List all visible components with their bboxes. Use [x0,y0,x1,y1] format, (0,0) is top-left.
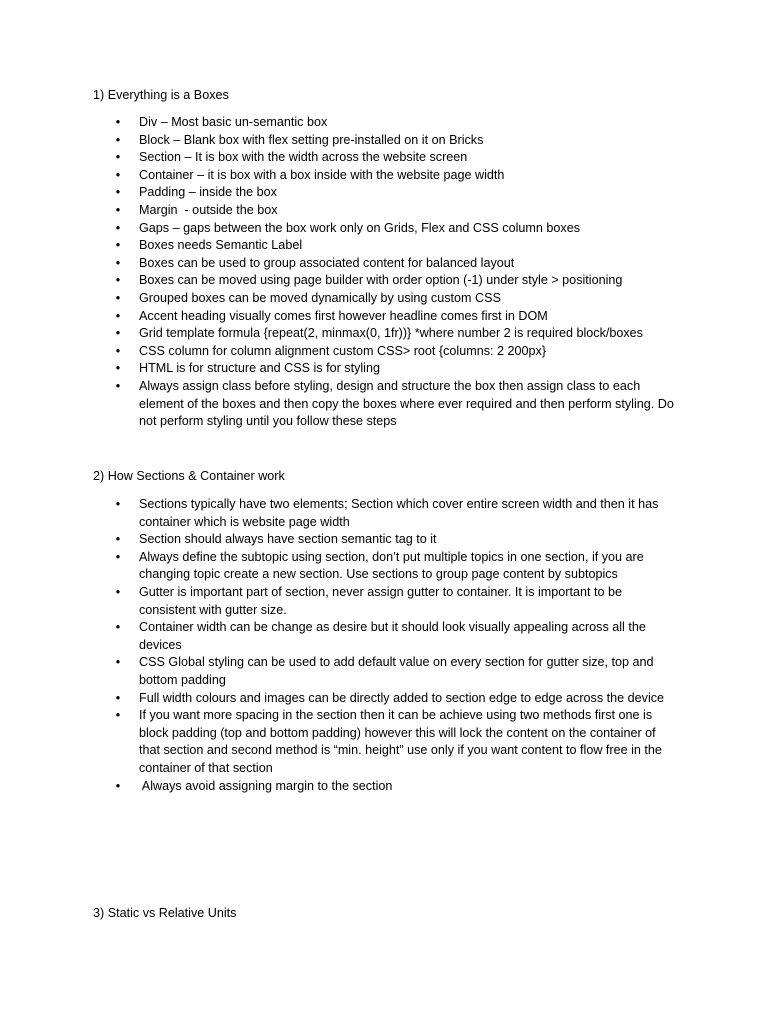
list-item-text: Accent heading visually comes first however headline comes first in DOM [139,308,548,323]
list-item [0,202,680,220]
bullet-icon: • [115,132,121,147]
list-item-text: Boxes needs Semantic Label [139,238,303,253]
bullet-icon: • [115,290,121,305]
list-item-text: CSS Global styling can be used to add default value on every section for gutter size, top and bottom padding [139,655,654,687]
bullet-icon: • [115,655,121,670]
bullet-icon: • [115,150,121,165]
section-heading-sections-container: 2) How Sections & Container work [93,469,285,483]
list-item-text: Grid template formula {repeat(2, minmax(0, 1fr))} *where number 2 is required block/boxes [139,326,643,341]
list-item-text: Block – Blank box with flex setting pre-installed on it on Bricks [139,132,484,147]
list-item-text: Container – it is box with a box inside with the website page width [139,167,505,182]
bullet-icon: • [115,167,121,182]
list-item-text: Padding – inside the box [139,185,277,200]
list-item [0,290,680,308]
list-item-text: Section – It is box with the width across the website screen [139,150,468,165]
list-item [0,778,680,796]
list-item-text: Always define the subtopic using section, don’t put multiple topics in one section, if you are changing topic create a new section. Use sections to group page content by subtopics [139,549,644,582]
list-item [0,132,680,150]
list-item [0,325,680,343]
bullet-icon: • [115,497,121,511]
list-item [0,255,680,273]
list-item-text: HTML is for structure and CSS is for styling [139,361,380,376]
list-item [0,237,680,255]
list-item [0,360,680,378]
list-item [0,308,680,326]
list-item [0,220,680,238]
list-item-text: Section should always have section semantic tag to it [139,532,437,547]
list-item [0,272,680,290]
list-item [0,531,680,549]
list-item-text: Container width can be change as desire but it should look visually appealing across all the devices [139,620,646,652]
bullet-icon: • [115,708,121,723]
list-item [0,149,680,167]
list-item-text: Always avoid assigning margin to the section [139,778,393,793]
bullet-icon: • [115,549,121,564]
bullet-icon: • [115,273,121,288]
list-item-text: Always assign class before styling, design and structure the box then assign class to each element of the boxes and then copy the boxes where ever required and then perform styling. Do not perform styling until you follow these steps [139,378,674,429]
section-heading-units: 3) Static vs Relative Units [93,906,237,920]
list-item-text: Boxes can be moved using page builder with order option (-1) under style > positioning [139,273,623,288]
bullet-icon: • [115,255,121,270]
list-item [0,378,680,431]
list-item [0,343,680,361]
list-item-text: Margin - outside the box [139,202,278,217]
list-item-text: Gutter is important part of section, never assign gutter to container. It is important to be consistent with gutter size. [139,584,623,617]
list-item [0,549,680,584]
list-item-text: Grouped boxes can be moved dynamically by using custom CSS [139,290,501,305]
bullet-icon: • [115,620,121,635]
bullet-icon: • [115,343,121,358]
bullet-icon: • [115,778,121,793]
list-item-text: Gaps – gaps between the box work only on Grids, Flex and CSS column boxes [139,220,581,235]
bullet-icon: • [115,690,121,705]
list-item-text: Full width colours and images can be directly added to section edge to edge across the device [139,690,665,705]
list-item [0,619,680,654]
list-item-text: If you want more spacing in the section then it can be achieve using two methods first one is block padding (top and bottom padding) however this will lock the content on the container of that section and second method is “min. height” use only if you want content to flow free in the container of that section [139,708,662,775]
bullet-icon: • [115,238,121,253]
section-heading-boxes: 1) Everything is a Boxes [93,88,229,102]
sections-bullet-list [0,496,768,795]
bullet-icon: • [115,326,121,341]
list-item [0,184,680,202]
list-item [0,584,680,619]
bullet-icon: • [115,361,121,376]
list-item [0,654,680,689]
bullet-icon: • [115,220,121,235]
list-item [0,114,680,132]
bullet-icon: • [115,115,121,129]
list-item-text: CSS column for column alignment custom CSS> root {columns: 2 200px} [139,343,547,358]
bullet-icon: • [115,308,121,323]
list-item-text: Sections typically have two elements; Section which cover entire screen width and then it has container which is website page width [139,497,659,529]
boxes-bullet-list [0,114,768,431]
bullet-icon: • [115,202,121,217]
list-item-text: Div – Most basic un-semantic box [139,115,328,129]
bullet-icon: • [115,185,121,200]
list-item [0,707,680,777]
bullet-icon: • [115,532,121,547]
list-item [0,690,680,708]
bullet-icon: • [115,584,121,599]
bullet-icon: • [115,378,121,393]
list-item-text: Boxes can be used to group associated content for balanced layout [139,255,515,270]
list-item [0,167,680,185]
list-item [0,496,680,531]
